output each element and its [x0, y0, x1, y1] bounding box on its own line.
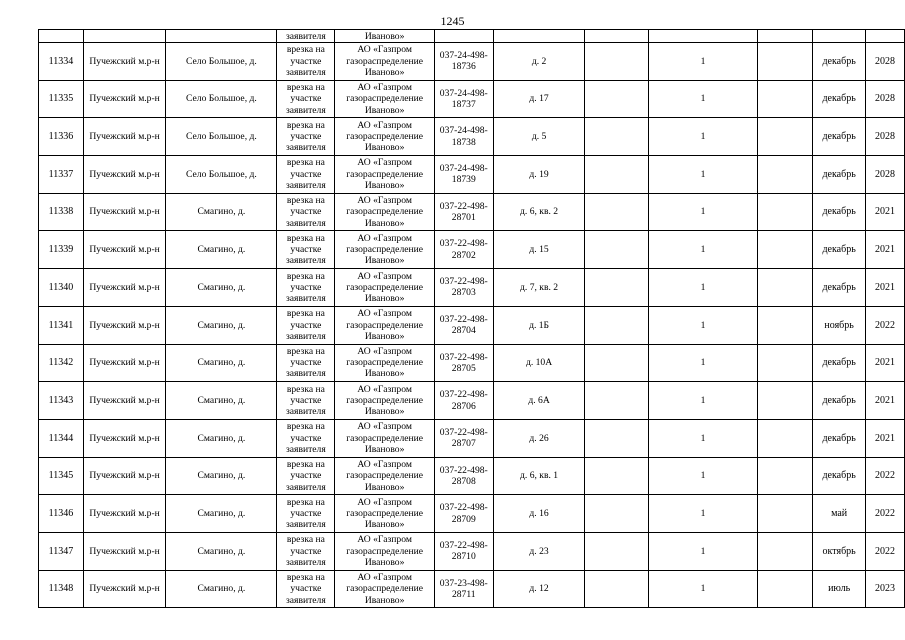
- cell-number: 11348: [39, 570, 84, 608]
- cell-organization: АО «Газпром газораспределение Иваново»: [335, 231, 435, 269]
- cell-month: июль: [813, 570, 866, 608]
- cell-locality: Смагино, д.: [166, 419, 277, 457]
- cell-number: 11338: [39, 193, 84, 231]
- cell-quantity: 1: [649, 532, 758, 570]
- cell-year: 2023: [866, 570, 905, 608]
- table-row: [39, 419, 905, 457]
- cell-organization: АО «Газпром газораспределение Иваново»: [335, 344, 435, 382]
- table-row: [39, 532, 905, 570]
- cell-connection-type: врезка на участке заявителя: [277, 156, 335, 194]
- cell-address: д. 6, кв. 1: [493, 457, 585, 495]
- cell-number: 11345: [39, 457, 84, 495]
- cell-connection-type: врезка на участке заявителя: [277, 193, 335, 231]
- cell-address: д. 2: [493, 43, 585, 81]
- cell-address: д. 26: [493, 419, 585, 457]
- cell-organization: АО «Газпром газораспределение Иваново»: [335, 306, 435, 344]
- cell-address: д. 5: [493, 118, 585, 156]
- cell-year: 2022: [866, 532, 905, 570]
- cell-year: 2021: [866, 382, 905, 420]
- cell-month: декабрь: [813, 231, 866, 269]
- cell-code: 037-22-498-28708: [434, 457, 493, 495]
- cell-locality: Смагино, д.: [166, 306, 277, 344]
- cell-empty-10: [757, 532, 812, 570]
- cell-empty-8: [585, 532, 649, 570]
- cell-connection-type: врезка на участке заявителя: [277, 532, 335, 570]
- cell-month: декабрь: [813, 118, 866, 156]
- cell-locality: Смагино, д.: [166, 382, 277, 420]
- cell-empty-10: [757, 306, 812, 344]
- cell-connection-type: врезка на участке заявителя: [277, 43, 335, 81]
- cell-locality: Смагино, д.: [166, 269, 277, 307]
- cell-district: Пучежский м.р-н: [83, 495, 166, 533]
- cell-quantity: 1: [649, 118, 758, 156]
- cell-code: 037-22-498-28707: [434, 419, 493, 457]
- cell-locality: Село Большое, д.: [166, 156, 277, 194]
- cell-month: октябрь: [813, 532, 866, 570]
- table-row: [39, 231, 905, 269]
- cell-empty-10: [757, 419, 812, 457]
- cell-month: декабрь: [813, 419, 866, 457]
- table-row: [39, 156, 905, 194]
- table-row: [39, 382, 905, 420]
- cell-district: Пучежский м.р-н: [83, 193, 166, 231]
- cell-empty-10: [757, 382, 812, 420]
- cell-organization: АО «Газпром газораспределение Иваново»: [335, 532, 435, 570]
- cell-locality: Смагино, д.: [166, 231, 277, 269]
- cell-organization: АО «Газпром газораспределение Иваново»: [335, 457, 435, 495]
- cell-address: д. 6, кв. 2: [493, 193, 585, 231]
- cell-locality: Смагино, д.: [166, 570, 277, 608]
- cell-empty-10: [757, 43, 812, 81]
- cell-empty-10: [757, 570, 812, 608]
- cell-district: Пучежский м.р-н: [83, 419, 166, 457]
- cell-empty-10: [757, 495, 812, 533]
- cell-connection-type: врезка на участке заявителя: [277, 80, 335, 118]
- cell-empty-8: [585, 118, 649, 156]
- cell-year: 2021: [866, 269, 905, 307]
- cell-organization: АО «Газпром газораспределение Иваново»: [335, 570, 435, 608]
- table-row: [39, 80, 905, 118]
- cell-empty-8: [585, 419, 649, 457]
- cell-connection-type: врезка на участке заявителя: [277, 344, 335, 382]
- cell-month: декабрь: [813, 156, 866, 194]
- cell-district: Пучежский м.р-н: [83, 532, 166, 570]
- cell-organization: АО «Газпром газораспределение Иваново»: [335, 193, 435, 231]
- cell-code: 037-22-498-28706: [434, 382, 493, 420]
- cell-address: д. 19: [493, 156, 585, 194]
- cell-empty-8: [585, 495, 649, 533]
- cell-quantity: 1: [649, 344, 758, 382]
- cell-number: 11339: [39, 231, 84, 269]
- cell-empty-8: [585, 156, 649, 194]
- cell-number: 11346: [39, 495, 84, 533]
- cell-empty-8: [585, 306, 649, 344]
- table-row: [39, 118, 905, 156]
- cell-connection-type: врезка на участке заявителя: [277, 495, 335, 533]
- cell-locality: Село Большое, д.: [166, 118, 277, 156]
- cell-empty-8: [585, 80, 649, 118]
- cell-number: 11337: [39, 156, 84, 194]
- table-row: [39, 457, 905, 495]
- table-body: [39, 30, 905, 608]
- cell-year: 2022: [866, 457, 905, 495]
- cell-empty-10: [757, 118, 812, 156]
- cell-quantity: 1: [649, 457, 758, 495]
- cell-organization: АО «Газпром газораспределение Иваново»: [335, 118, 435, 156]
- cell-number: 11347: [39, 532, 84, 570]
- cell-code: 037-22-498-28709: [434, 495, 493, 533]
- cell-code: 037-22-498-28704: [434, 306, 493, 344]
- cell-year: 2028: [866, 118, 905, 156]
- cell-month: декабрь: [813, 193, 866, 231]
- cell-district: Пучежский м.р-н: [83, 457, 166, 495]
- cell-address: д. 15: [493, 231, 585, 269]
- cell-empty-8: [585, 382, 649, 420]
- cell-connection-type: врезка на участке заявителя: [277, 118, 335, 156]
- cell-district: Пучежский м.р-н: [83, 118, 166, 156]
- cell-organization: АО «Газпром газораспределение Иваново»: [335, 43, 435, 81]
- cell-connection-type: врезка на участке заявителя: [277, 457, 335, 495]
- cell-year: 2021: [866, 193, 905, 231]
- cell-empty-8: [585, 570, 649, 608]
- cell-connection-type: врезка на участке заявителя: [277, 269, 335, 307]
- cell-month: декабрь: [813, 457, 866, 495]
- cell-month: май: [813, 495, 866, 533]
- table-row: [39, 43, 905, 81]
- registry-table: [38, 29, 905, 608]
- cell-quantity: 1: [649, 231, 758, 269]
- cell-district: Пучежский м.р-н: [83, 269, 166, 307]
- cell-month: декабрь: [813, 382, 866, 420]
- cell-month: ноябрь: [813, 306, 866, 344]
- cell-address: д. 16: [493, 495, 585, 533]
- cell-quantity: 1: [649, 570, 758, 608]
- cell-month: декабрь: [813, 344, 866, 382]
- cell-number: 11343: [39, 382, 84, 420]
- cell-org-continued: Иваново»: [335, 30, 435, 43]
- cell-empty-8: [585, 344, 649, 382]
- cell-year: 2021: [866, 231, 905, 269]
- cell-organization: АО «Газпром газораспределение Иваново»: [335, 156, 435, 194]
- cell-year: 2028: [866, 156, 905, 194]
- cell-connection-type: врезка на участке заявителя: [277, 382, 335, 420]
- cell-number: 11335: [39, 80, 84, 118]
- cell-organization: АО «Газпром газораспределение Иваново»: [335, 80, 435, 118]
- cell-empty-10: [757, 193, 812, 231]
- cell-district: Пучежский м.р-н: [83, 231, 166, 269]
- cell-locality: Смагино, д.: [166, 495, 277, 533]
- cell-locality: Смагино, д.: [166, 532, 277, 570]
- cell-connection-type: врезка на участке заявителя: [277, 419, 335, 457]
- cell-organization: АО «Газпром газораспределение Иваново»: [335, 382, 435, 420]
- cell-district: Пучежский м.р-н: [83, 43, 166, 81]
- cell-district: Пучежский м.р-н: [83, 156, 166, 194]
- cell-address: д. 7, кв. 2: [493, 269, 585, 307]
- cell-empty-10: [757, 156, 812, 194]
- cell-code: 037-23-498-28711: [434, 570, 493, 608]
- cell-locality: Смагино, д.: [166, 193, 277, 231]
- cell-organization: АО «Газпром газораспределение Иваново»: [335, 419, 435, 457]
- cell-empty-10: [757, 231, 812, 269]
- page-number: 1245: [440, 14, 465, 28]
- cell-code: 037-24-498-18737: [434, 80, 493, 118]
- table-row: [39, 193, 905, 231]
- cell-code: 037-22-498-28703: [434, 269, 493, 307]
- cell-year: 2022: [866, 306, 905, 344]
- cell-quantity: 1: [649, 495, 758, 533]
- cell-code: 037-24-498-18738: [434, 118, 493, 156]
- cell-district: Пучежский м.р-н: [83, 80, 166, 118]
- cell-quantity: 1: [649, 269, 758, 307]
- cell-month: декабрь: [813, 43, 866, 81]
- table-row: [39, 570, 905, 608]
- cell-year: 2028: [866, 80, 905, 118]
- cell-quantity: 1: [649, 419, 758, 457]
- cell-connection-type: врезка на участке заявителя: [277, 570, 335, 608]
- table-row-continued: [39, 30, 905, 43]
- cell-year: 2028: [866, 43, 905, 81]
- cell-empty-8: [585, 269, 649, 307]
- cell-empty-10: [757, 269, 812, 307]
- cell-locality: Смагино, д.: [166, 457, 277, 495]
- cell-quantity: 1: [649, 382, 758, 420]
- cell-quantity: 1: [649, 306, 758, 344]
- cell-number: 11340: [39, 269, 84, 307]
- cell-quantity: 1: [649, 43, 758, 81]
- cell-district: Пучежский м.р-н: [83, 344, 166, 382]
- cell-empty-8: [585, 231, 649, 269]
- cell-number: 11334: [39, 43, 84, 81]
- cell-empty-10: [757, 457, 812, 495]
- cell-address: д. 6А: [493, 382, 585, 420]
- cell-number: 11342: [39, 344, 84, 382]
- cell-locality: Село Большое, д.: [166, 80, 277, 118]
- cell-connection-type: врезка на участке заявителя: [277, 231, 335, 269]
- cell-district: Пучежский м.р-н: [83, 382, 166, 420]
- cell-month: декабрь: [813, 269, 866, 307]
- cell-code: 037-22-498-28701: [434, 193, 493, 231]
- cell-code: 037-22-498-28705: [434, 344, 493, 382]
- cell-year: 2021: [866, 344, 905, 382]
- cell-organization: АО «Газпром газораспределение Иваново»: [335, 495, 435, 533]
- cell-code: 037-24-498-18736: [434, 43, 493, 81]
- cell-address: д. 17: [493, 80, 585, 118]
- cell-code: 037-22-498-28702: [434, 231, 493, 269]
- cell-locality: Село Большое, д.: [166, 43, 277, 81]
- cell-empty-8: [585, 43, 649, 81]
- cell-district: Пучежский м.р-н: [83, 570, 166, 608]
- cell-connection-type: врезка на участке заявителя: [277, 306, 335, 344]
- cell-address: д. 1Б: [493, 306, 585, 344]
- cell-quantity: 1: [649, 156, 758, 194]
- table-row: [39, 344, 905, 382]
- cell-number: 11341: [39, 306, 84, 344]
- cell-empty-8: [585, 193, 649, 231]
- cell-district: Пучежский м.р-н: [83, 306, 166, 344]
- cell-address: д. 12: [493, 570, 585, 608]
- cell-type-continued: заявителя: [277, 30, 335, 43]
- cell-locality: Смагино, д.: [166, 344, 277, 382]
- table-row: [39, 495, 905, 533]
- cell-code: 037-22-498-28710: [434, 532, 493, 570]
- cell-month: декабрь: [813, 80, 866, 118]
- table-row: [39, 269, 905, 307]
- cell-quantity: 1: [649, 193, 758, 231]
- cell-empty-10: [757, 80, 812, 118]
- cell-number: 11344: [39, 419, 84, 457]
- cell-address: д. 10А: [493, 344, 585, 382]
- cell-number: 11336: [39, 118, 84, 156]
- cell-address: д. 23: [493, 532, 585, 570]
- cell-year: 2021: [866, 419, 905, 457]
- cell-quantity: 1: [649, 80, 758, 118]
- cell-year: 2022: [866, 495, 905, 533]
- cell-organization: АО «Газпром газораспределение Иваново»: [335, 269, 435, 307]
- cell-empty-10: [757, 344, 812, 382]
- cell-empty-8: [585, 457, 649, 495]
- table-row: [39, 306, 905, 344]
- cell-code: 037-24-498-18739: [434, 156, 493, 194]
